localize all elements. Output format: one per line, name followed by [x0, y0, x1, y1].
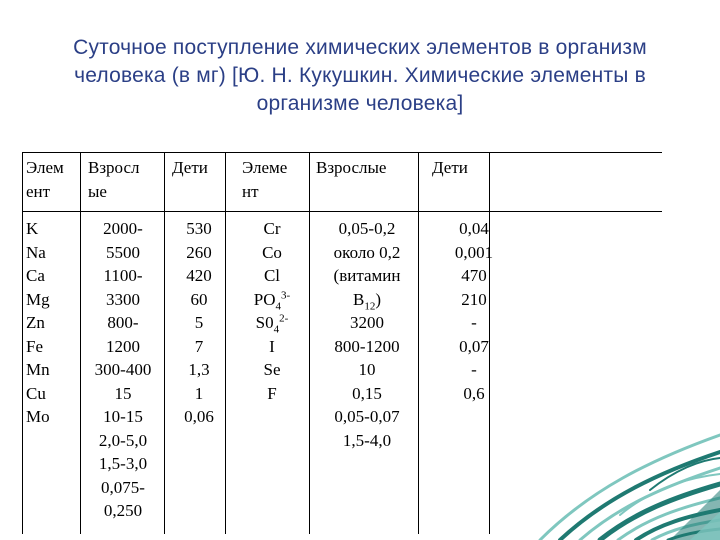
- table-cell: 1100-: [103, 266, 143, 285]
- table-cell: Cr: [263, 219, 281, 238]
- table-cell: Cl: [263, 266, 281, 285]
- title-line-2: человека (в мг) [Ю. Н. Кукушкин. Химические элементы в: [74, 64, 646, 87]
- table-cell: Ca: [26, 266, 45, 285]
- table-cell: около 0,2: [333, 242, 401, 262]
- table-cell: Na: [26, 242, 46, 262]
- header-children-2: Дети: [432, 158, 468, 177]
- table-cell: 800-1200: [334, 336, 400, 356]
- table-cell: 5500: [106, 242, 140, 262]
- table-cell: 0,075-: [101, 477, 145, 497]
- header-adults: Взросл ые: [88, 158, 140, 201]
- table-cell: 470: [461, 266, 487, 285]
- teal-swirl-corner-icon: [500, 340, 720, 540]
- table-cell-vitamin: $B_{12}$): [352, 289, 381, 312]
- table-cell: 0,07: [459, 336, 489, 356]
- header-separator: [22, 211, 662, 212]
- table-cell: 300-400: [94, 360, 152, 379]
- table-cell: 0,06: [184, 407, 214, 426]
- title-line-3: организме человека]: [256, 92, 464, 115]
- table-cell: -: [471, 360, 477, 379]
- table-cell: Mn: [26, 360, 50, 379]
- header-element: Элем ент: [26, 158, 64, 201]
- header-element-2: Элеме нт: [242, 158, 288, 201]
- table-cell: Se: [263, 360, 281, 379]
- table-cell: 2000-: [103, 219, 143, 238]
- children-column-1: [164, 217, 234, 429]
- table-cell: 60: [190, 289, 208, 309]
- table-cell: 0,001: [454, 242, 494, 262]
- table-cell: 1200: [106, 336, 140, 356]
- table-cell: 7: [194, 336, 204, 356]
- table-cell: Fe: [26, 336, 43, 356]
- table-cell-phosphate: $PO_4^{3-}$: [253, 288, 291, 312]
- table-cell: K: [26, 219, 39, 238]
- table-top-border: [22, 152, 662, 153]
- header-children: Дети: [172, 158, 208, 177]
- table-cell: F: [267, 383, 277, 403]
- table-cell: 260: [186, 242, 212, 262]
- table-cell: 15: [114, 383, 132, 403]
- adults-column-1: [80, 217, 166, 523]
- table-cell: 0,05-0,07: [334, 407, 400, 426]
- table-cell: 0,05-0,2: [338, 219, 396, 238]
- elements-column-1: [26, 217, 50, 429]
- table-cell: Mg: [26, 289, 50, 309]
- table-cell: Zn: [26, 313, 45, 332]
- table-cell: 3300: [106, 289, 140, 309]
- table-cell: 10-15: [103, 407, 143, 426]
- table-cell: 0,6: [463, 383, 485, 403]
- table-cell: 0,250: [103, 501, 143, 520]
- adults-column-2: [312, 217, 422, 452]
- header-adults-2: Взрослые: [316, 158, 387, 177]
- table-cell: 0,04: [459, 219, 489, 238]
- table-cell: 1,3: [188, 360, 210, 379]
- table-left-border: [22, 152, 23, 534]
- table-cell: Mo: [26, 407, 50, 426]
- table-cell: Cu: [26, 383, 46, 403]
- table-cell: 420: [186, 266, 212, 285]
- table-cell: 1,5-4,0: [342, 430, 392, 450]
- table-cell: 2,0-5,0: [98, 430, 148, 450]
- slide-title: [0, 34, 720, 118]
- table-cell: 1,5-3,0: [98, 454, 148, 473]
- title-line-1: Суточное поступление химических элементов в организм: [73, 36, 647, 59]
- table-cell: Co: [262, 242, 282, 262]
- table-cell: (витамин: [333, 266, 401, 285]
- table-cell: 800-: [107, 313, 139, 332]
- table-cell: 530: [186, 219, 212, 238]
- table-cell: 210: [461, 289, 487, 309]
- table-cell: 1: [194, 383, 204, 403]
- table-cell: 3200: [350, 313, 384, 332]
- table-cell: 5: [194, 313, 204, 332]
- table-cell: -: [471, 313, 477, 332]
- table-cell: 0,15: [352, 383, 382, 403]
- table-cell: 10: [358, 360, 376, 379]
- elements-column-2: [232, 217, 312, 405]
- table-cell: I: [269, 336, 275, 356]
- table-cell-sulfate: $S0_4^{2-}$: [255, 312, 289, 336]
